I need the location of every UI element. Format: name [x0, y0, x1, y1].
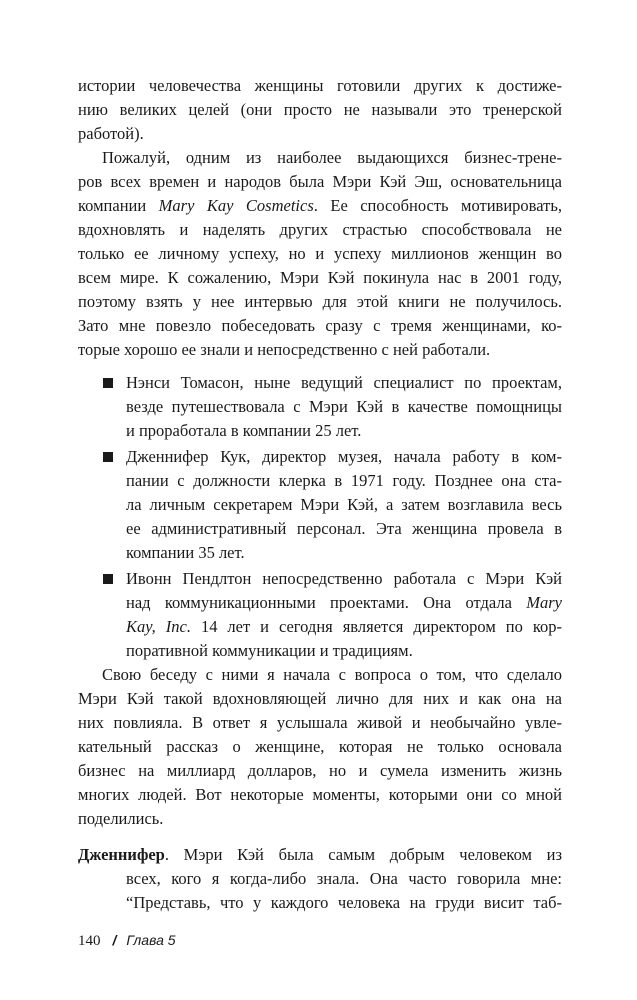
body-line: истории человечества женщины готовили других к достиже-	[78, 76, 562, 95]
bullet-line: пании с должности клерка в 1971 году. Позднее она ста-	[126, 471, 562, 490]
text-run: 14 лет и сегодня является директором по кор-	[190, 617, 562, 636]
text-run: над коммуникационными проектами. Она отдала	[126, 593, 527, 612]
body-line: работой).	[78, 124, 144, 143]
quote-line: всех, кого я когда-либо знала. Она часто говорила мне:	[126, 869, 562, 888]
bullet-line: компании 35 лет.	[126, 543, 245, 562]
body-line: поделились.	[78, 809, 164, 828]
body-line: только ее личному успеху, но и успеху миллионов женщин во	[78, 244, 562, 263]
body-line: торые хорошо ее знали и непосредственно с ней работали.	[78, 340, 491, 359]
bullet-line: везде путешествовала с Мэри Кэй в качестве помощницы	[126, 397, 562, 416]
body-line: кательный рассказ о женщине, которая не только основала	[78, 737, 562, 756]
body-line: Пожалуй, одним из наиболее выдающихся бизнес-трене-	[102, 148, 562, 167]
body-line: Мэри Кэй такой вдохновляющей лично для них и как она на	[78, 689, 562, 708]
company-name-italic: Kay, Inc.	[126, 617, 191, 636]
page-number: 140	[78, 933, 101, 949]
body-line: ров всех времен и народов была Мэри Кэй Эш, основательница	[78, 172, 562, 191]
body-line: многих людей. Вот некоторые моменты, которыми они со мной	[78, 785, 562, 804]
body-line	[78, 194, 562, 218]
body-line: Свою беседу с ними я начала с вопроса о том, что сделало	[102, 665, 562, 684]
quote-line	[78, 843, 562, 867]
quote-line: “Представь, что у каждого человека на груди висит таб-	[126, 893, 562, 912]
body-line: бизнес на миллиард долларов, но и сумела изменить жизнь	[78, 761, 562, 780]
footer-separator: /	[112, 932, 117, 948]
body-line: нию великих целей (они просто не называли это тренерской	[78, 100, 562, 119]
body-line: Зато мне повезло побеседовать сразу с тремя женщинами, ко-	[78, 316, 562, 335]
bullet-square-icon	[103, 452, 113, 462]
body-line: вдохновлять и наделять других страстью способствовала не	[78, 220, 562, 239]
bullet-line: и проработала в компании 25 лет.	[126, 421, 362, 440]
bullet-line: ее административный персонал. Эта женщина провела в	[126, 519, 562, 538]
bullet-square-icon	[103, 378, 113, 388]
text-run: . Мэри Кэй была самым добрым человеком из	[164, 845, 562, 864]
chapter-label: Глава 5	[126, 932, 176, 948]
text-run: компании	[78, 196, 159, 215]
company-name-italic: Mary Kay Cosmetics	[158, 196, 314, 215]
bullet-line: Дженнифер Кук, директор музея, начала работу в ком-	[126, 447, 562, 466]
bullet-line: поративной коммуникации и традициям.	[126, 641, 413, 660]
speaker-name: Дженнифер	[78, 845, 165, 864]
bullet-square-icon	[103, 574, 113, 584]
bullet-line: Ивонн Пендлтон непосредственно работала с Мэри Кэй	[126, 569, 562, 588]
company-name-italic: Mary	[526, 593, 562, 612]
bullet-line	[126, 615, 562, 639]
bullet-line: Нэнси Томасон, ныне ведущий специалист по проектам,	[126, 373, 562, 392]
bullet-line: ла личным секретарем Мэри Кэй, а затем возглавила весь	[126, 495, 562, 514]
text-run: . Ее способность мотивировать,	[313, 196, 562, 215]
bullet-line	[126, 591, 562, 615]
page-footer	[78, 930, 176, 951]
body-line: них повлияла. В ответ я услышала живой и необычайно увле-	[78, 713, 562, 732]
body-line: всем мире. К сожалению, Мэри Кэй покинула нас в 2001 году,	[78, 268, 562, 287]
body-line: поэтому взять у нее интервью для этой книги не получилось.	[78, 292, 562, 311]
